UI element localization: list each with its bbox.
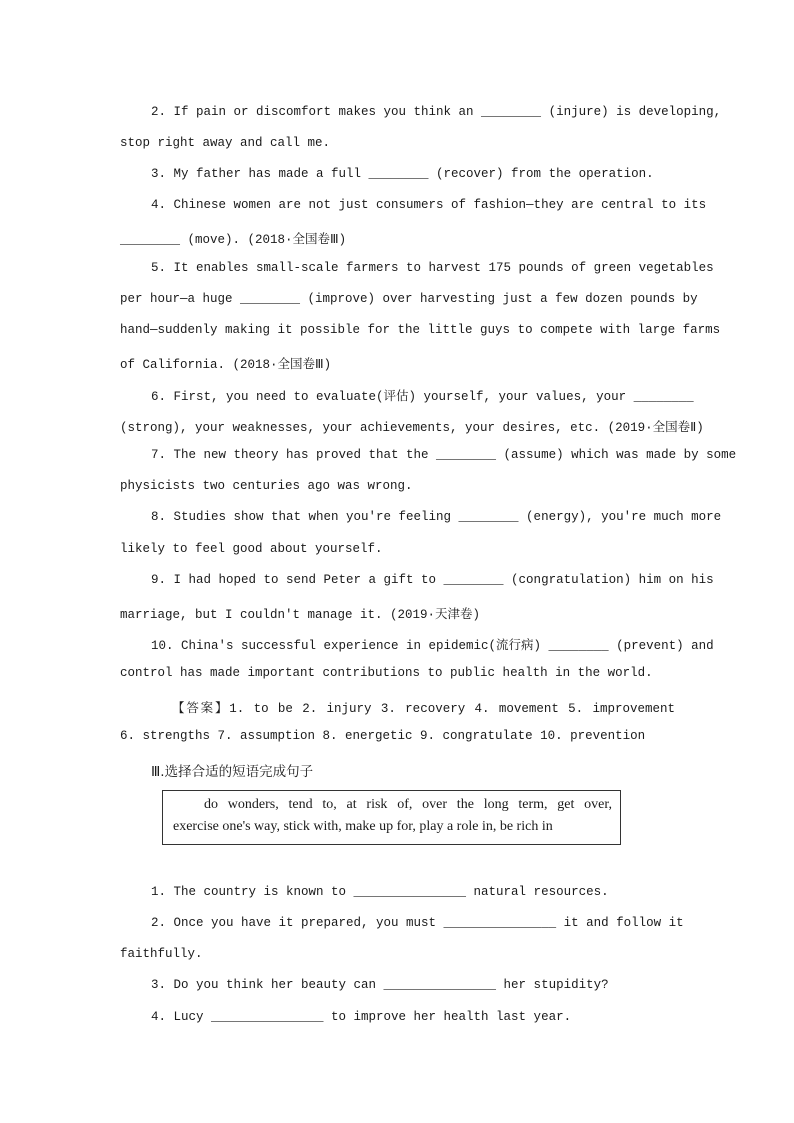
question-8-line-1: 8. Studies show that when you're feeling ________ (energy), you're much more xyxy=(151,510,722,524)
question-2-line-2: stop right away and call me. xyxy=(120,136,331,150)
phrase-box-line-1: do wonders, tend to, at risk of, over the long term, get over, xyxy=(204,797,612,812)
phrase-question-1: 1. The country is known to _______________ natural resources. xyxy=(151,885,609,899)
question-7-line-1: 7. The new theory has proved that the ________ (assume) which was made by some xyxy=(151,448,737,462)
question-9-line-1: 9. I had hoped to send Peter a gift to ________ (congratulation) him on his xyxy=(151,573,714,587)
answer-key-line-2: 6. strengths 7. assumption 8. energetic 9. congratulate 10. prevention xyxy=(120,729,646,743)
phrase-question-2-line-1: 2. Once you have it prepared, you must _______________ it and follow it xyxy=(151,916,684,930)
phrase-box xyxy=(162,790,621,845)
question-5-line-4: of California. (2018·全国卷Ⅲ) xyxy=(120,358,332,372)
question-6-line-1: 6. First, you need to evaluate(评估) yourself, your values, your ________ xyxy=(151,390,694,404)
question-5-line-2: per hour—a huge ________ (improve) over harvesting just a few dozen pounds by xyxy=(120,292,698,306)
answer-key-line-1: 【答案】1. to be 2. injury 3. recovery 4. movement 5. improvement xyxy=(172,702,675,716)
question-9-line-2: marriage, but I couldn't manage it. (2019·天津卷) xyxy=(120,608,481,622)
question-3-line-1: 3. My father has made a full ________ (recover) from the operation. xyxy=(151,167,654,181)
question-4-line-2: ________ (move). (2018·全国卷Ⅲ) xyxy=(120,233,347,247)
phrase-question-4: 4. Lucy _______________ to improve her health last year. xyxy=(151,1010,572,1024)
question-8-line-2: likely to feel good about yourself. xyxy=(120,542,383,556)
question-5-line-3: hand—suddenly making it possible for the little guys to compete with large farms xyxy=(120,323,721,337)
section-heading: Ⅲ.选择合适的短语完成句子 xyxy=(151,764,314,780)
question-7-line-2: physicists two centuries ago was wrong. xyxy=(120,479,413,493)
question-2-line-1: 2. If pain or discomfort makes you think an ________ (injure) is developing, xyxy=(151,105,722,119)
phrase-box-line-2: exercise one's way, stick with, make up for, play a role in, be rich in xyxy=(173,819,553,834)
phrase-question-3: 3. Do you think her beauty can _______________ her stupidity? xyxy=(151,978,609,992)
question-4-line-1: 4. Chinese women are not just consumers of fashion—they are central to its xyxy=(151,198,707,212)
question-5-line-1: 5. It enables small-scale farmers to harvest 175 pounds of green vegetables xyxy=(151,261,714,275)
question-10-line-1: 10. China's successful experience in epidemic(流行病) ________ (prevent) and xyxy=(151,639,714,653)
question-6-line-2: (strong), your weaknesses, your achievements, your desires, etc. (2019·全国卷Ⅱ) xyxy=(120,421,704,435)
phrase-question-2-line-2: faithfully. xyxy=(120,947,203,961)
question-10-line-2: control has made important contributions to public health in the world. xyxy=(120,666,653,680)
